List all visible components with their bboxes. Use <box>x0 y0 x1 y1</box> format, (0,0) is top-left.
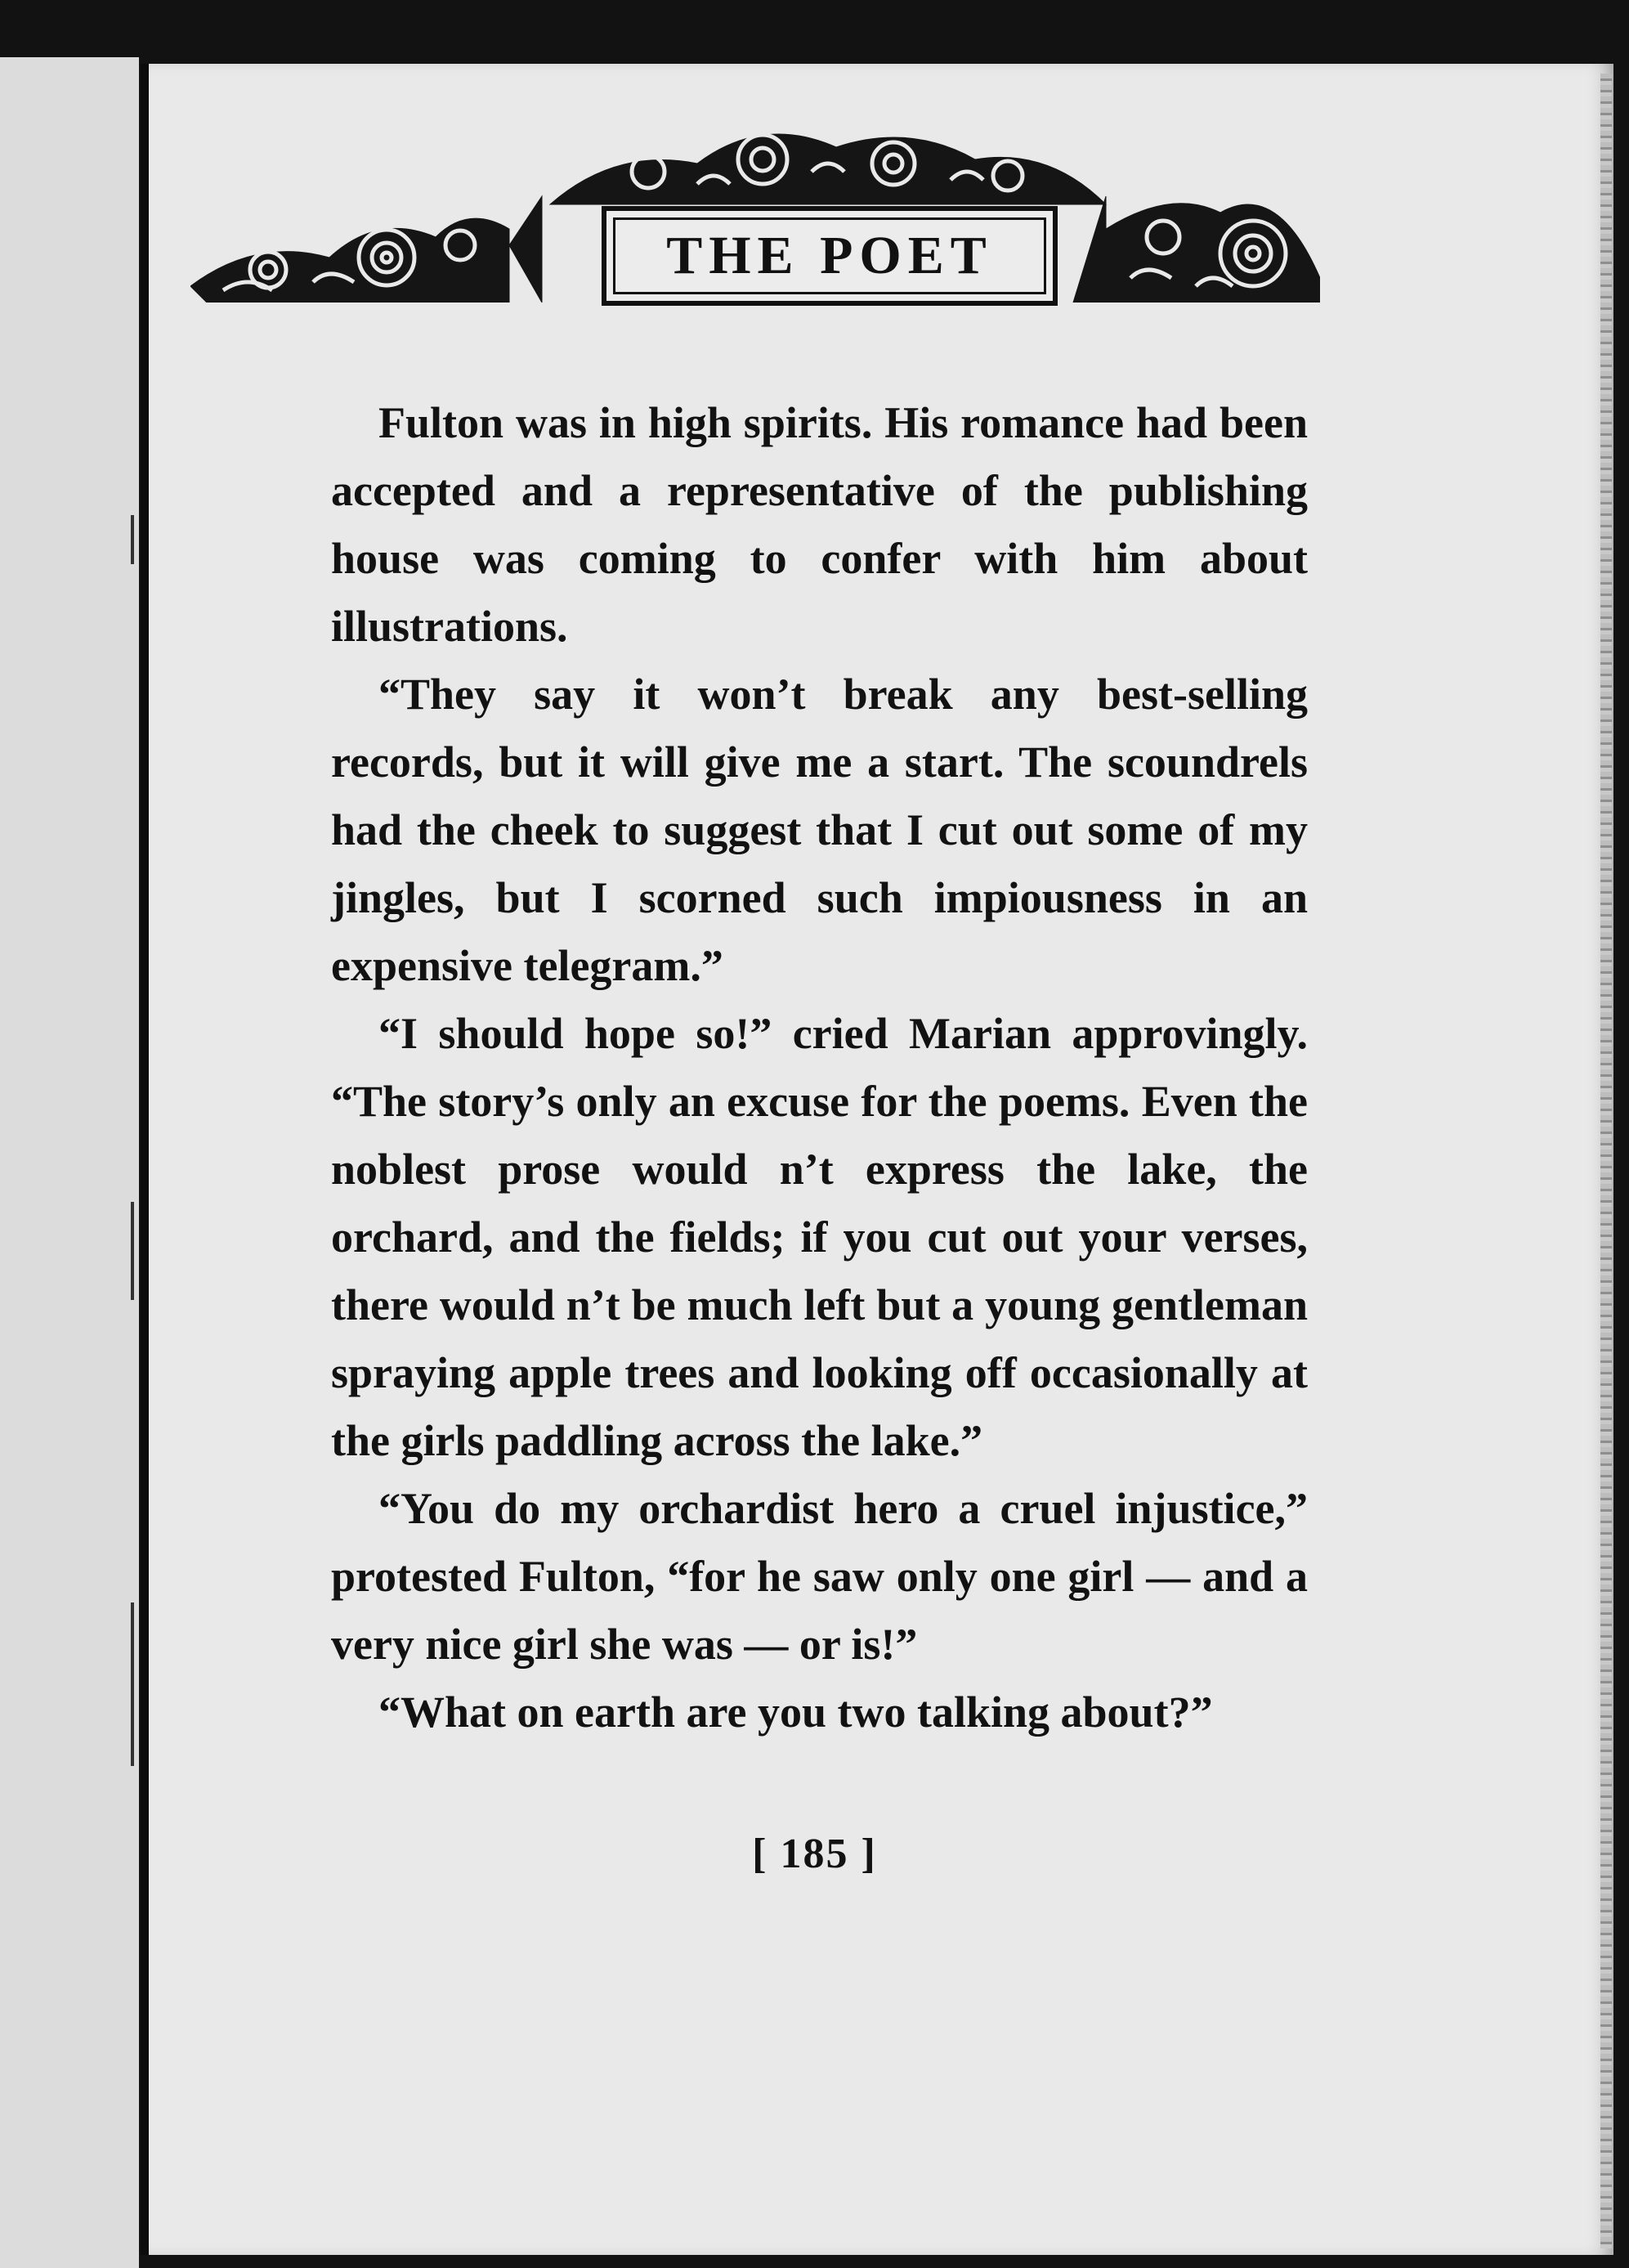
body-text <box>331 389 1308 1746</box>
chapter-title-box <box>602 206 1058 306</box>
paragraph: “I should hope so!” cried Marian approvingly. “The story’s only an excuse for the poems. Even the noblest prose would n’t express the lake, the orchard, and the fields; if you cut out your verses, there would n’t be much left but a young gentleman spraying apple trees and looking off occasionally at the girls paddling across the lake.” <box>331 1009 1308 1465</box>
paragraph: “They say it won’t break any best-selling records, but it will give me a start. The scoundrels had the cheek to suggest that I cut out some of my jingles, but I scorned such impiousness in an expensive telegram.” <box>331 670 1308 990</box>
chapter-title: THE POET <box>666 226 993 285</box>
paragraph: “You do my orchardist hero a cruel injustice,” protested Fulton, “for he saw only one girl — and a very nice girl she was — or is!” <box>331 1484 1308 1669</box>
page-edge-stack <box>1600 74 1612 2248</box>
gutter-mark <box>131 1202 134 1300</box>
gutter-mark <box>131 515 134 564</box>
gutter-mark <box>131 1602 134 1766</box>
page-number: [ 185 ] <box>752 1831 877 1877</box>
chapter-header <box>190 114 1320 303</box>
facing-page-edge <box>0 57 139 2268</box>
paragraph: “What on earth are you two talking about?” <box>378 1688 1213 1737</box>
paragraph: Fulton was in high spirits. His romance had been accepted and a representative of the publishing house was coming to confer with him about illustrations. <box>331 398 1308 651</box>
